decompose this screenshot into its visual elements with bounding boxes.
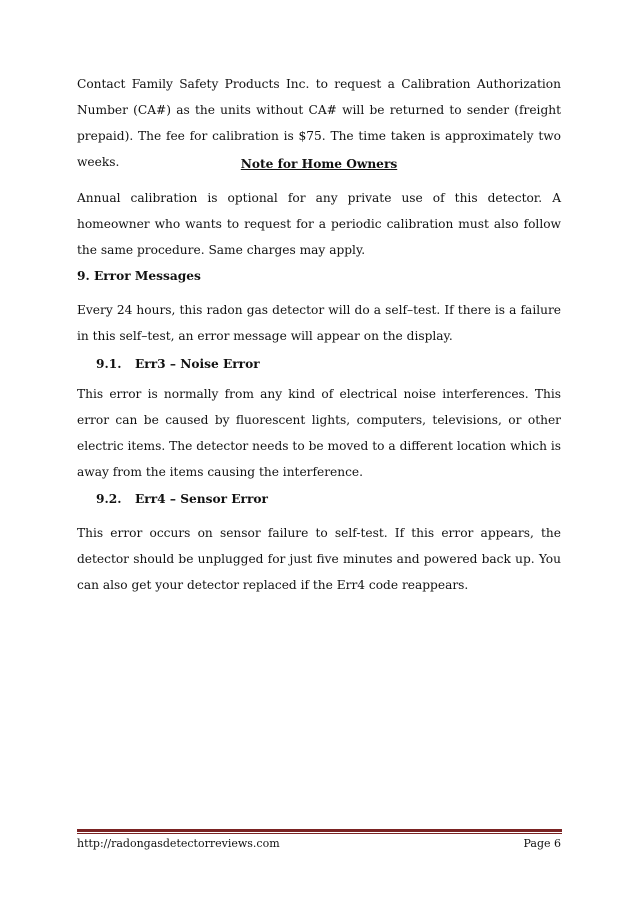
footer-divider xyxy=(77,829,562,832)
footer-divider-thin xyxy=(77,833,562,834)
err4-number: 9.2. xyxy=(96,492,122,506)
error-intro-paragraph: Every 24 hours, this radon gas detector will do a self–test. If there is a failure in this self–test, an error message will appear on the display. xyxy=(77,303,561,343)
err3-heading xyxy=(96,351,260,377)
home-owner-note-paragraph: Annual calibration is optional for any private use of this detector. A homeowner who wants to request for a periodic calibration must also follow the same procedure. Same charges may apply. xyxy=(77,191,561,257)
footer-url: http://radongasdetectorreviews.com xyxy=(77,837,280,850)
err3-number: 9.1. xyxy=(96,357,122,371)
err4-paragraph: This error occurs on sensor failure to self-test. If this error appears, the detector should be unplugged for just five minutes and powered back up. You can also get your detector replaced if the Err4 code reappears. xyxy=(77,526,561,592)
err3-paragraph: This error is normally from any kind of electrical noise interferences. This error can be caused by fluorescent lights, computers, televisions, or other electric items. The detector needs to be moved to a different location which is away from the items causing the interference. xyxy=(77,387,561,479)
err4-heading xyxy=(96,486,268,512)
note-for-home-owners-heading: Note for Home Owners xyxy=(240,157,398,171)
err4-title: Err4 – Sensor Error xyxy=(135,492,268,506)
err3-title: Err3 – Noise Error xyxy=(135,357,260,371)
footer-page-number: Page 6 xyxy=(523,837,561,850)
error-messages-heading: 9. Error Messages xyxy=(77,269,201,283)
calibration-contact-paragraph: Contact Family Safety Products Inc. to request a Calibration Authorization Number (CA#) as the units without CA# will be returned to sender (freight prepaid). The fee for calibration is $75. The time taken is approximately two weeks. xyxy=(77,77,561,169)
